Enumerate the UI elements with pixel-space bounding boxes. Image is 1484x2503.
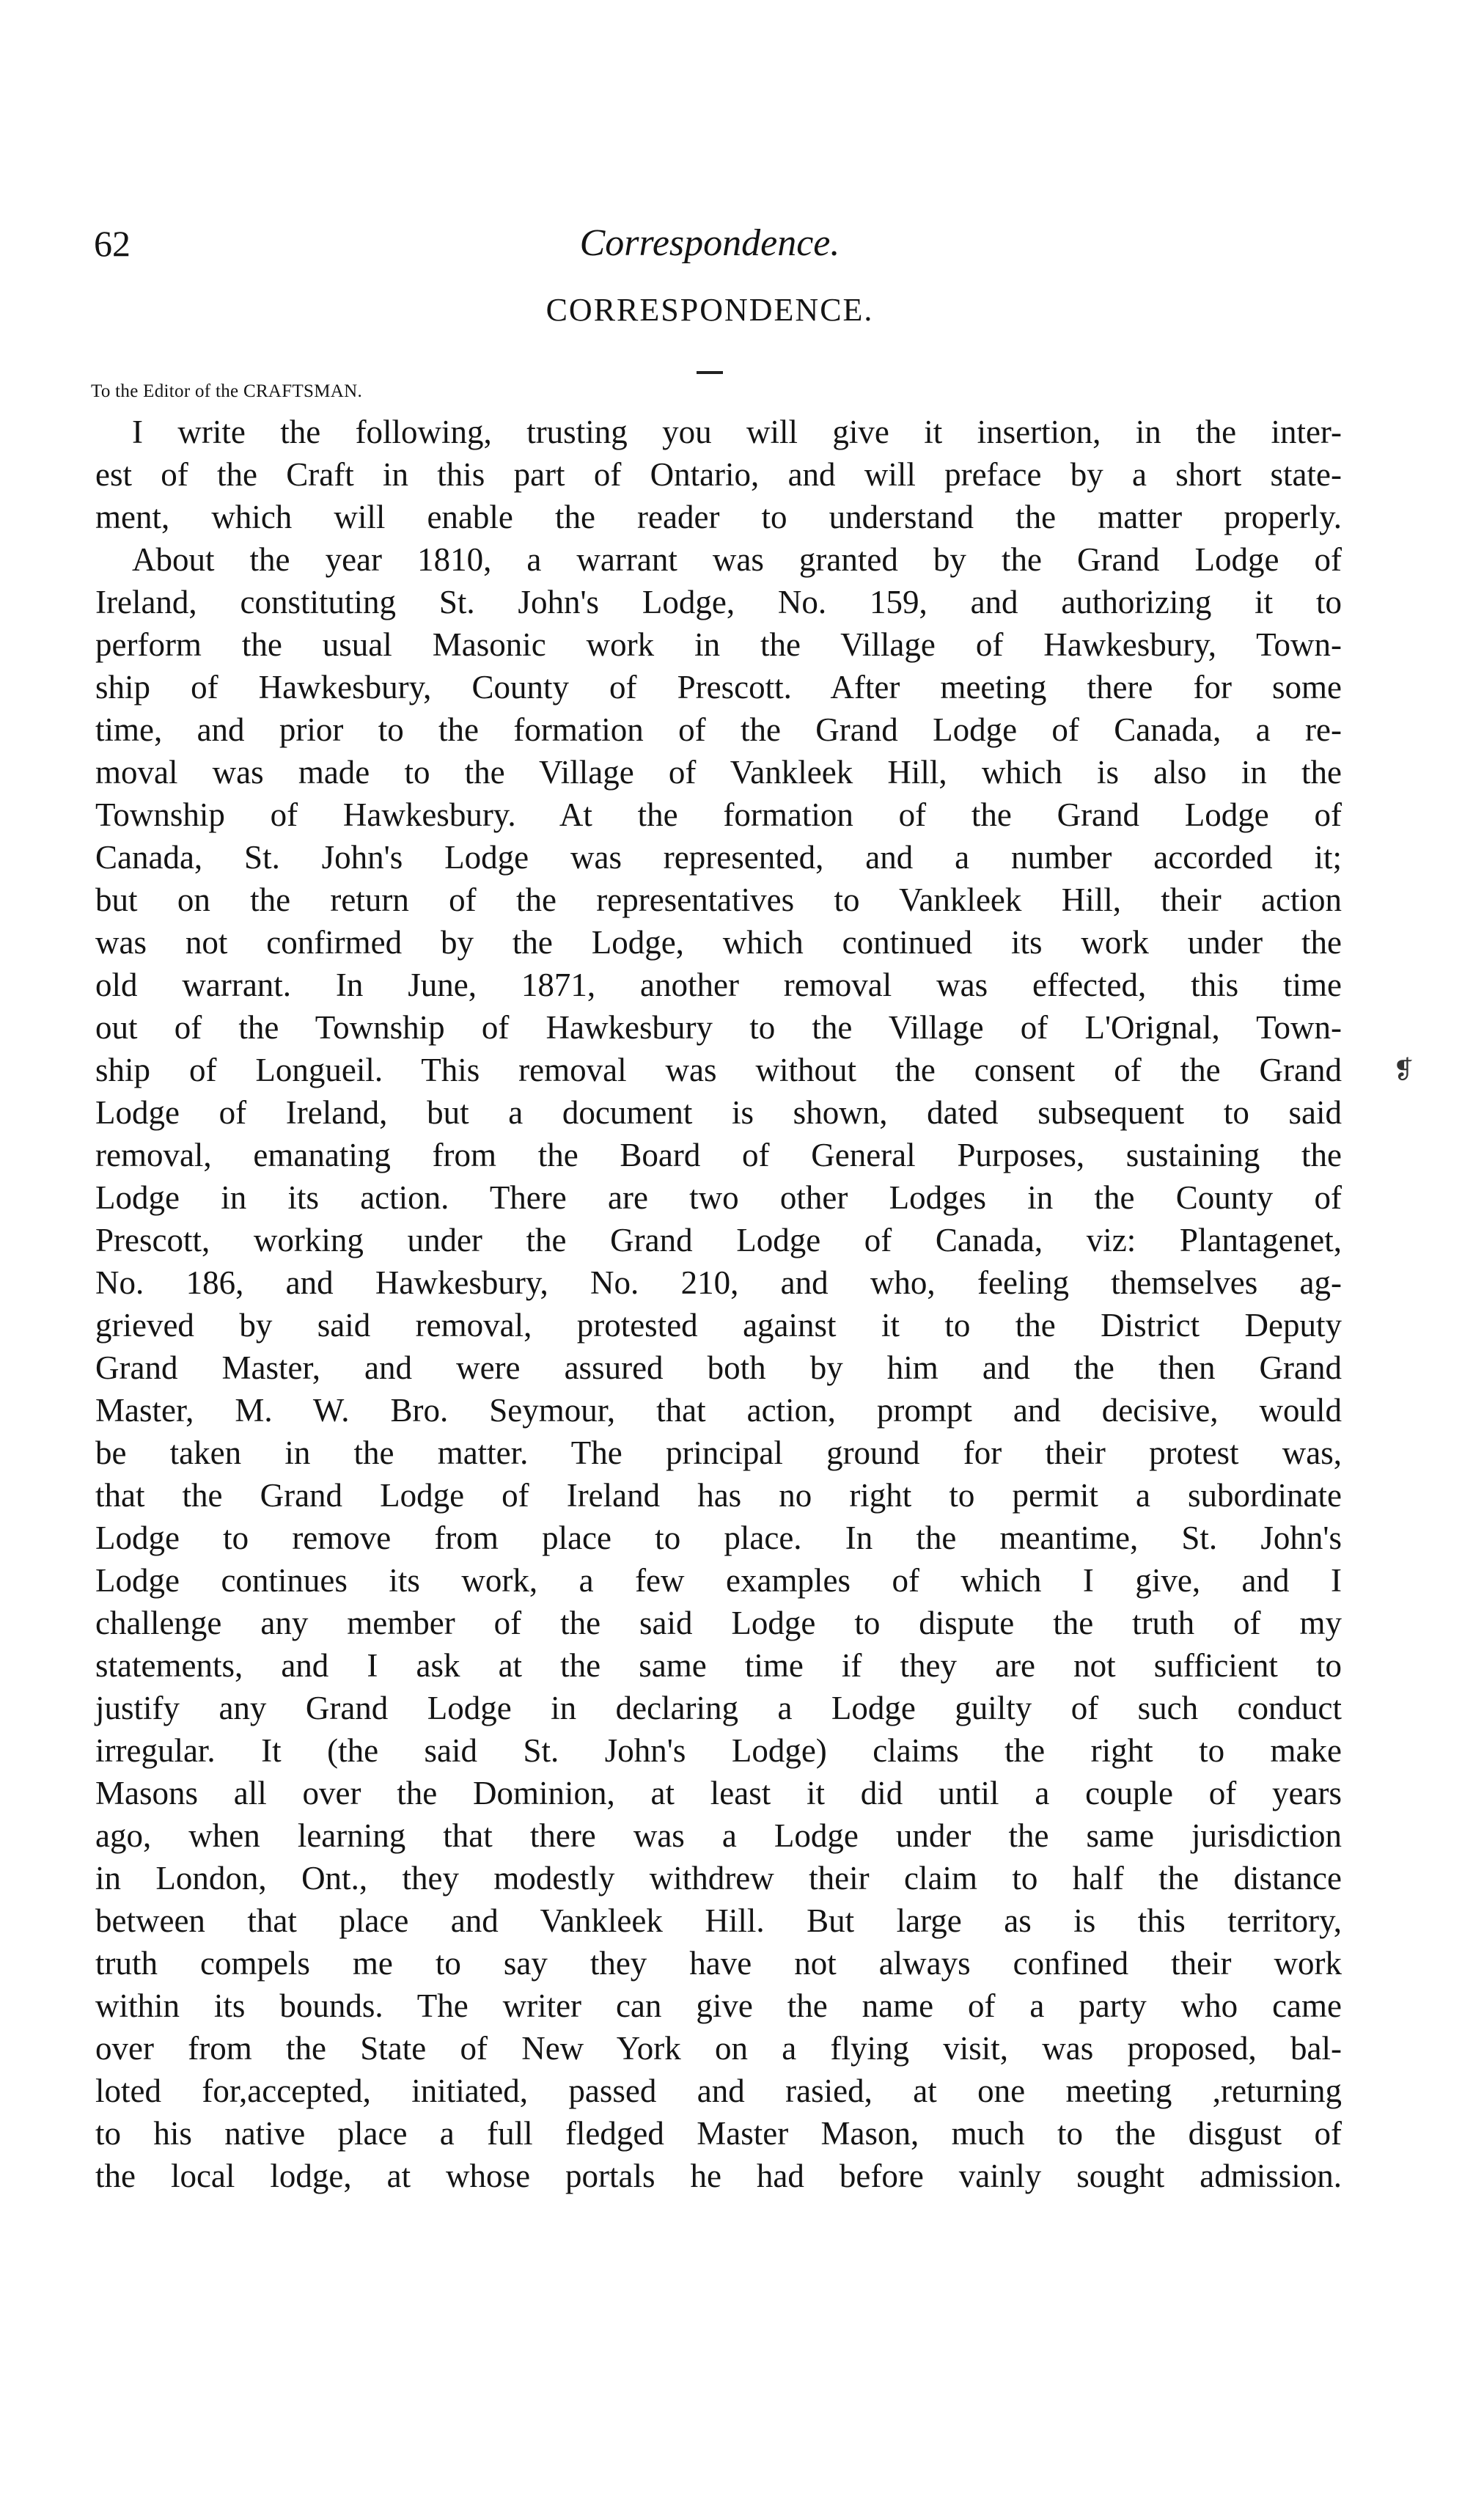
text-line: moval was made to the Village of Vankleek Hill, which is also in the — [95, 754, 1342, 791]
text-line: the local lodge, at whose portals he had before vainly sought admission. — [95, 2158, 1342, 2194]
text-line: over from the State of New York on a flying visit, was proposed, bal- — [95, 2030, 1342, 2067]
page-number: 62 — [94, 223, 131, 264]
text-line: I write the following, trusting you will give it insertion, in the inter- — [132, 414, 1342, 450]
text-line: No. 186, and Hawkesbury, No. 210, and who, feeling themselves ag- — [95, 1264, 1342, 1301]
text-line: was not confirmed by the Lodge, which continued its work under the — [95, 924, 1342, 961]
text-line: but on the return of the representatives to Vankleek Hill, their action — [95, 882, 1342, 918]
text-line: est of the Craft in this part of Ontario, and will preface by a short state- — [95, 456, 1342, 493]
text-line: removal, emanating from the Board of General Purposes, sustaining the — [95, 1137, 1342, 1173]
text-line: Township of Hawkesbury. At the formation of the Grand Lodge of — [95, 796, 1342, 833]
text-line: Ireland, constituting St. John's Lodge, No. 159, and authorizing it to — [95, 584, 1342, 620]
text-line: Masons all over the Dominion, at least it did until a couple of years — [95, 1775, 1342, 1811]
text-line: justify any Grand Lodge in declaring a Lodge guilty of such conduct — [95, 1690, 1342, 1726]
section-heading: CORRESPONDENCE. — [546, 292, 874, 328]
text-line: between that place and Vankleek Hill. But large as is this territory, — [95, 1902, 1342, 1939]
text-line: out of the Township of Hawkesbury to the Village of L'Orignal, Town- — [95, 1009, 1342, 1046]
running-title: Correspondence. — [579, 222, 840, 264]
text-line: to his native place a full fledged Master Mason, much to the disgust of — [95, 2115, 1342, 2152]
text-line: ship of Hawkesbury, County of Prescott. After meeting there for some — [95, 669, 1342, 706]
running-head — [94, 214, 1326, 273]
text-line: loted for,accepted, initiated, passed and rasied, at one meeting ,returning — [95, 2073, 1342, 2109]
text-line: Prescott, working under the Grand Lodge of Canada, viz: Plantagenet, — [95, 1222, 1342, 1258]
heading-rule — [697, 371, 723, 374]
text-line: old warrant. In June, 1871, another removal was effected, this time — [95, 967, 1342, 1003]
text-line: Lodge of Ireland, but a document is shown, dated subsequent to said — [95, 1094, 1342, 1131]
text-line: About the year 1810, a warrant was granted by the Grand Lodge of — [132, 541, 1342, 578]
text-line: ment, which will enable the reader to understand the matter properly. — [95, 499, 1342, 535]
text-line: ago, when learning that there was a Lodge under the same jurisdiction — [95, 1817, 1342, 1854]
text-line: Master, M. W. Bro. Seymour, that action, prompt and decisive, would — [95, 1392, 1342, 1429]
text-line: perform the usual Masonic work in the Village of Hawkesbury, Town- — [95, 626, 1342, 663]
text-line: irregular. It (the said St. John's Lodge) claims the right to make — [95, 1732, 1342, 1769]
text-line: Lodge continues its work, a few examples of which I give, and I — [95, 1562, 1342, 1599]
salutation: To the Editor of the CRAFTSMAN. — [91, 381, 363, 401]
text-line: truth compels me to say they have not always confined their work — [95, 1945, 1342, 1982]
text-line: grieved by said removal, protested against it to the District Deputy — [95, 1307, 1342, 1344]
margin-mark: ❡ — [1393, 1057, 1414, 1084]
text-line: that the Grand Lodge of Ireland has no right to permit a subordinate — [95, 1477, 1342, 1514]
text-line: time, and prior to the formation of the Grand Lodge of Canada, a re- — [95, 711, 1342, 748]
text-line: Grand Master, and were assured both by him and the then Grand — [95, 1349, 1342, 1386]
text-line: statements, and I ask at the same time if they are not sufficient to — [95, 1647, 1342, 1684]
text-line: Lodge to remove from place to place. In the meantime, St. John's — [95, 1520, 1342, 1556]
letter-body — [95, 411, 1342, 2197]
text-line: Canada, St. John's Lodge was represented, and a number accorded it; — [95, 839, 1342, 876]
text-line: within its bounds. The writer can give the name of a party who came — [95, 1987, 1342, 2024]
text-line: ship of Longueil. This removal was without the consent of the Grand — [95, 1052, 1342, 1088]
text-line: be taken in the matter. The principal ground for their protest was, — [95, 1434, 1342, 1471]
text-line: in London, Ont., they modestly withdrew their claim to half the distance — [95, 1860, 1342, 1897]
text-line: Lodge in its action. There are two other Lodges in the County of — [95, 1179, 1342, 1216]
text-line: challenge any member of the said Lodge to dispute the truth of my — [95, 1605, 1342, 1641]
